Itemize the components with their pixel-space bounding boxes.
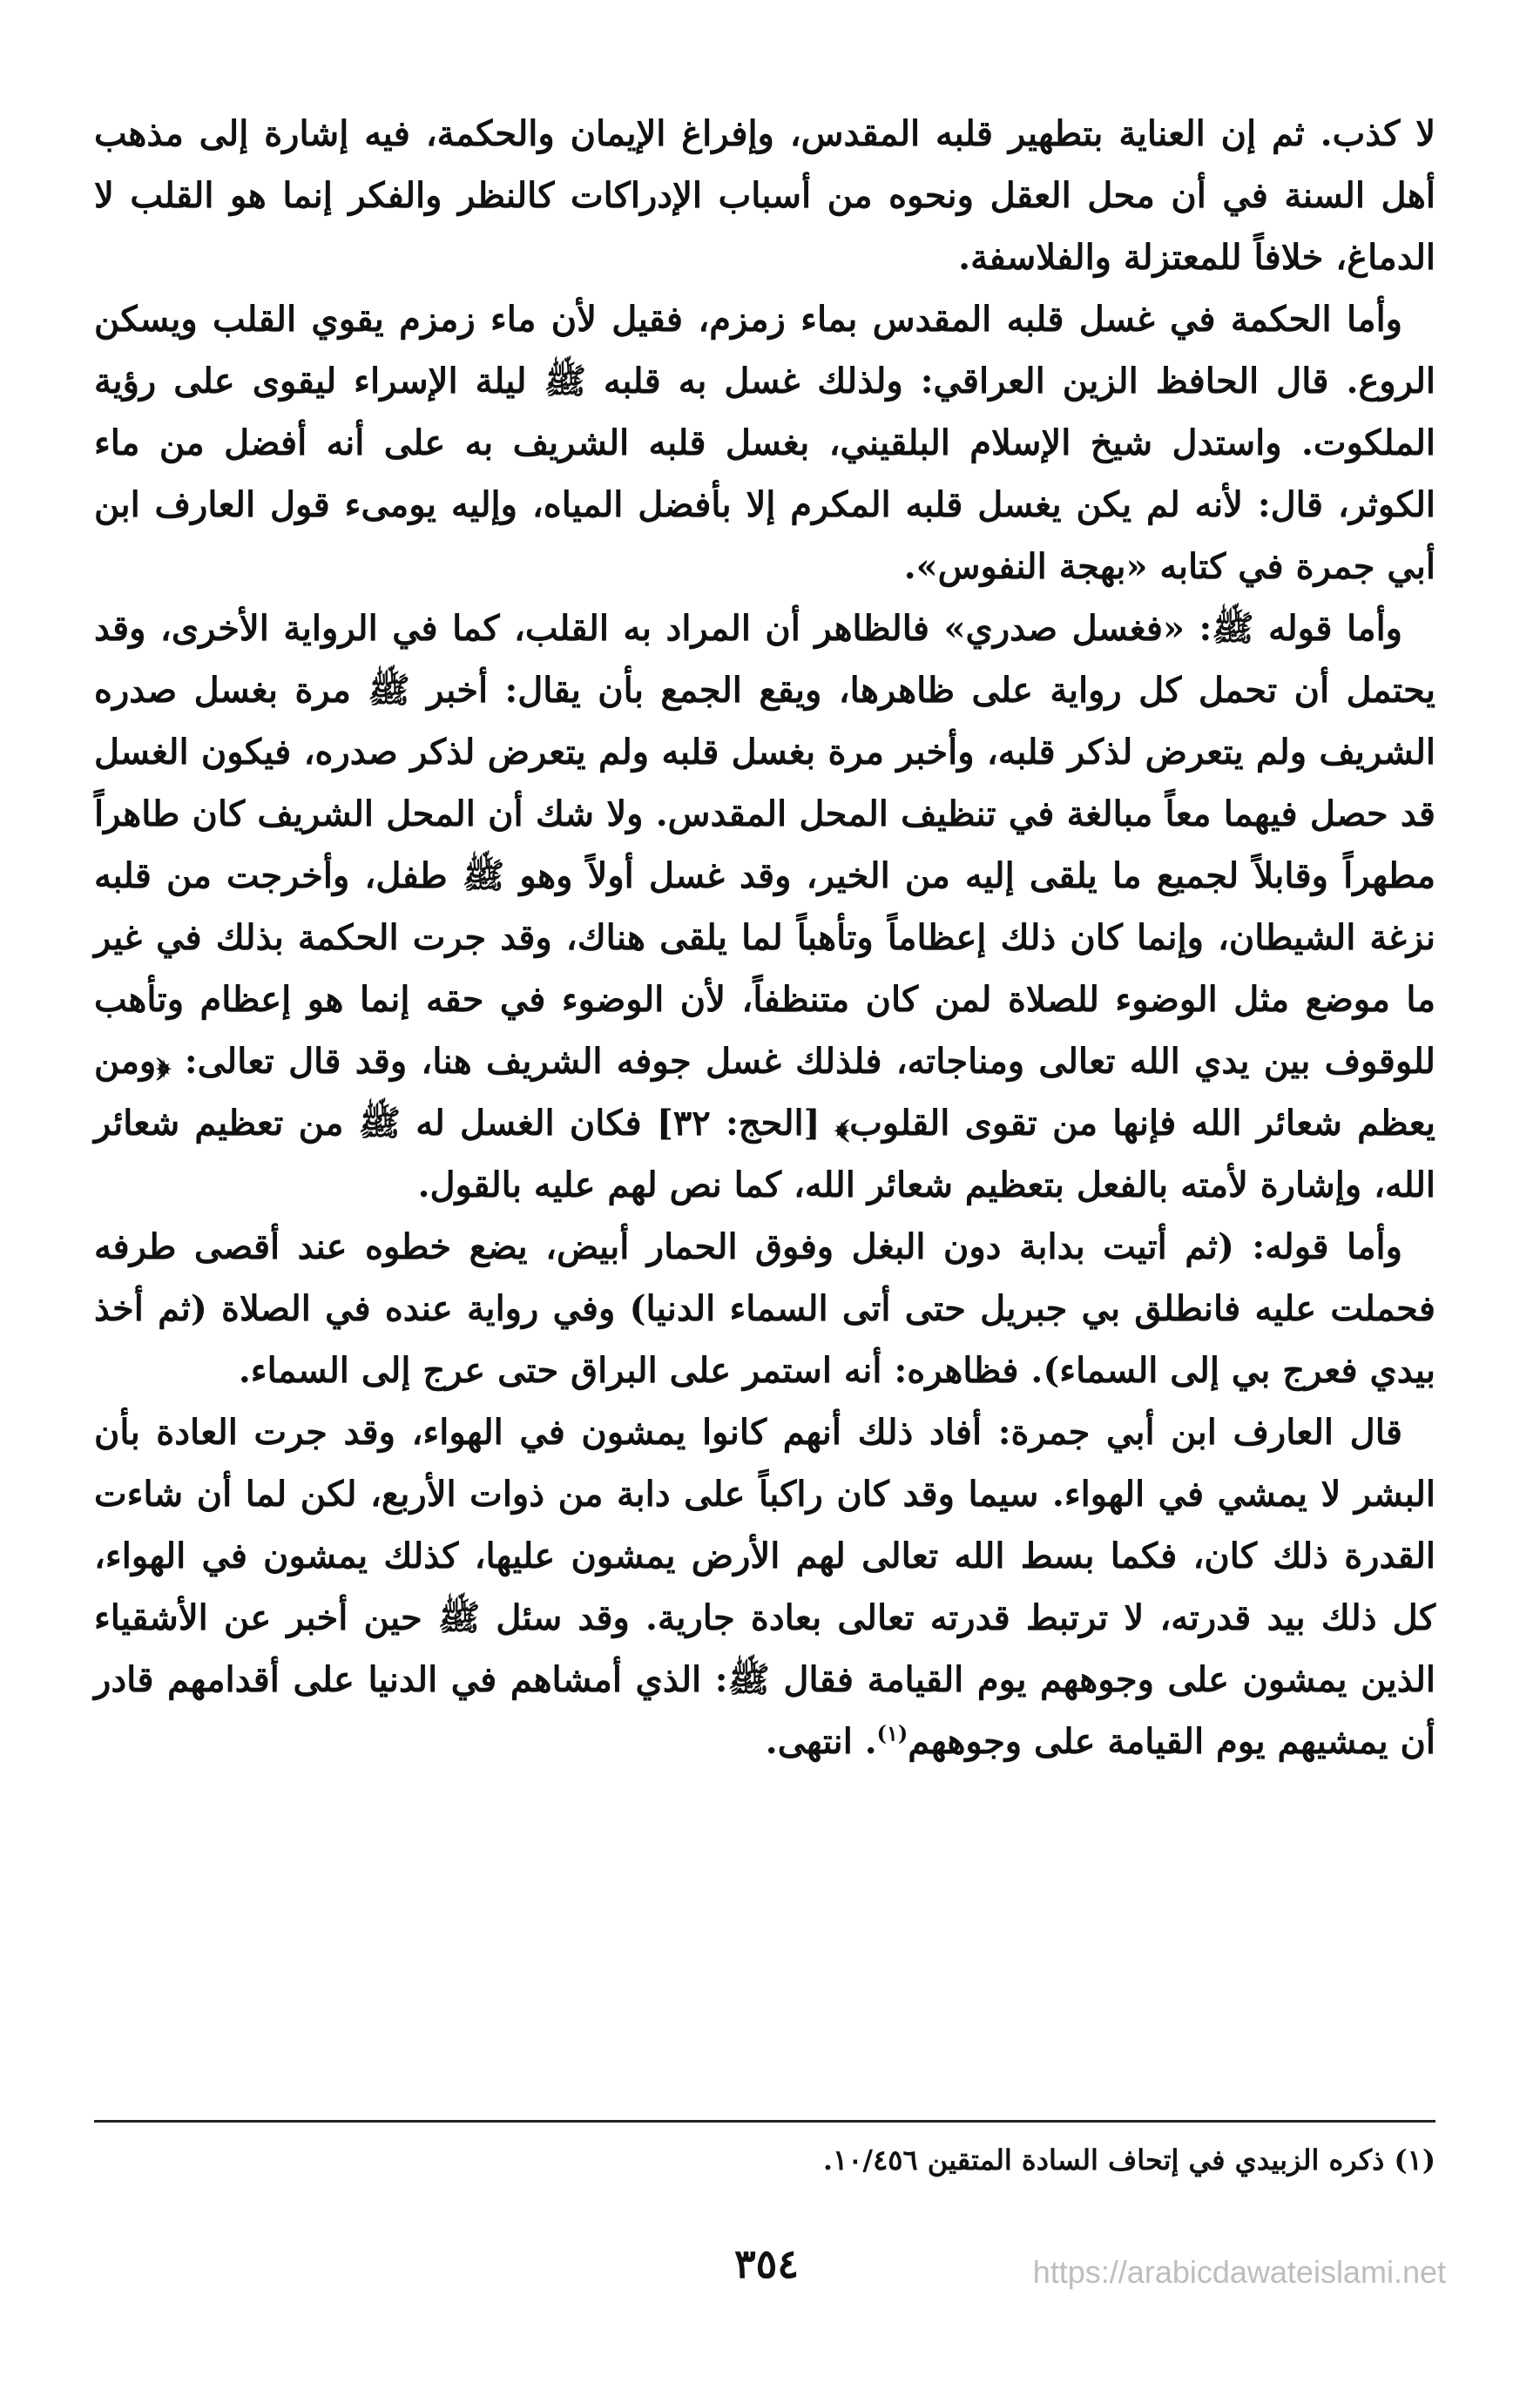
paragraph-2: وأما الحكمة في غسل قلبه المقدس بماء زمزم، فقيل لأن ماء زمزم يقوي القلب ويسكن الروع. قال الحافظ الزين العراقي: ولذلك غسل به قلبه ﷺ ليلة الإسراء ليقوى على رؤية الملكوت. واستدل شيخ الإسلام البلقيني، بغسل قلبه الشريف به على أنه أفضل من ماء الكوثر، قال: لأنه لم يكن يغسل قلبه المكرم إلا بأفضل المياه، وإليه يومىء قول العارف ابن أبي جمرة في كتابه «بهجة النفوس». [94,299,1435,587]
footnote-reference: (١) [876,1720,908,1746]
footnote-divider [94,2120,1435,2123]
watermark-url: https://arabicdawateislami.net [1032,2254,1446,2290]
paragraph-5-text: قال العارف ابن أبي جمرة: أفاد ذلك أنهم كانوا يمشون في الهواء، وقد جرت العادة بأن البشر لا يمشي في الهواء. سيما وقد كان راكباً على دابة من ذوات الأربع، لكن لما أن شاءت القدرة ذلك كان، فكما بسط الله تعالى لهم الأرض يمشون عليها، كذلك يمشون في الهواء، كل ذلك بيد قدرته، لا ترتبط قدرته تعالى بعادة جارية. وقد سئل ﷺ حين أخبر عن الأشقياء الذين يمشون على وجوههم يوم القيامة فقال ﷺ: الذي أمشاهم في الدنيا على أقدامهم قادر أن يمشيهم يوم القيامة على وجوههم [94,1412,1435,1762]
paragraph-5-tail: . انتهى. [765,1721,877,1762]
footnote: (١) ذكره الزبيدي في إتحاف السادة المتقين ١٠/٤٥٦. [822,2143,1435,2177]
paragraph-5 [94,1401,1435,1772]
paragraph-3: وأما قوله ﷺ: «فغسل صدري» فالظاهر أن المراد به القلب، كما في الرواية الأخرى، وقد يحتمل أن تحمل كل رواية على ظاهرها، ويقع الجمع بأن يقال: أخبر ﷺ مرة بغسل صدره الشريف ولم يتعرض لذكر قلبه، وأخبر مرة بغسل قلبه ولم يتعرض لذكر صدره، فيكون الغسل قد حصل فيهما معاً مبالغة في تنظيف المحل المقدس. ولا شك أن المحل الشريف كان طاهراً مطهراً وقابلاً لجميع ما يلقى إليه من الخير، وقد غسل أولاً وهو ﷺ طفل، وأخرجت من قلبه نزغة الشيطان، وإنما كان ذلك إعظاماً وتأهباً لما يلقى هناك، وقد جرت الحكمة بذلك في غير ما موضع مثل الوضوء للصلاة لمن كان متنظفاً، لأن الوضوء في حقه إنما هو إعظام وتأهب للوقوف بين يدي الله تعالى ومناجاته، فلذلك غسل جوفه الشريف هنا، وقد قال تعالى: ﴿ومن يعظم شعائر الله فإنها من تقوى القلوب﴾ [الحج: ٣٢] فكان الغسل له ﷺ من تعظيم شعائر الله، وإشارة لأمته بالفعل بتعظيم شعائر الله، كما نص لهم عليه بالقول. [94,608,1436,1205]
paragraph-4: وأما قوله: (ثم أتيت بدابة دون البغل وفوق الحمار أبيض، يضع خطوه عند أقصى طرفه فحملت عليه فانطلق بي جبريل حتى أتى السماء الدنيا) وفي رواية عنده في الصلاة (ثم أخذ بيدي فعرج بي إلى السماء). فظاهره: أنه استمر على البراق حتى عرج إلى السماء. [94,1226,1435,1391]
paragraph-1: لا كذب. ثم إن العناية بتطهير قلبه المقدس، وإفراغ الإيمان والحكمة، فيه إشارة إلى مذهب أهل السنة في أن محل العقل ونحوه من أسباب الإدراكات كالنظر والفكر إنما هو القلب لا الدماغ، خلافاً للمعتزلة والفلاسفة. [94,113,1436,278]
page-number: ٣٥٤ [733,2240,800,2287]
main-text [94,103,1435,1772]
